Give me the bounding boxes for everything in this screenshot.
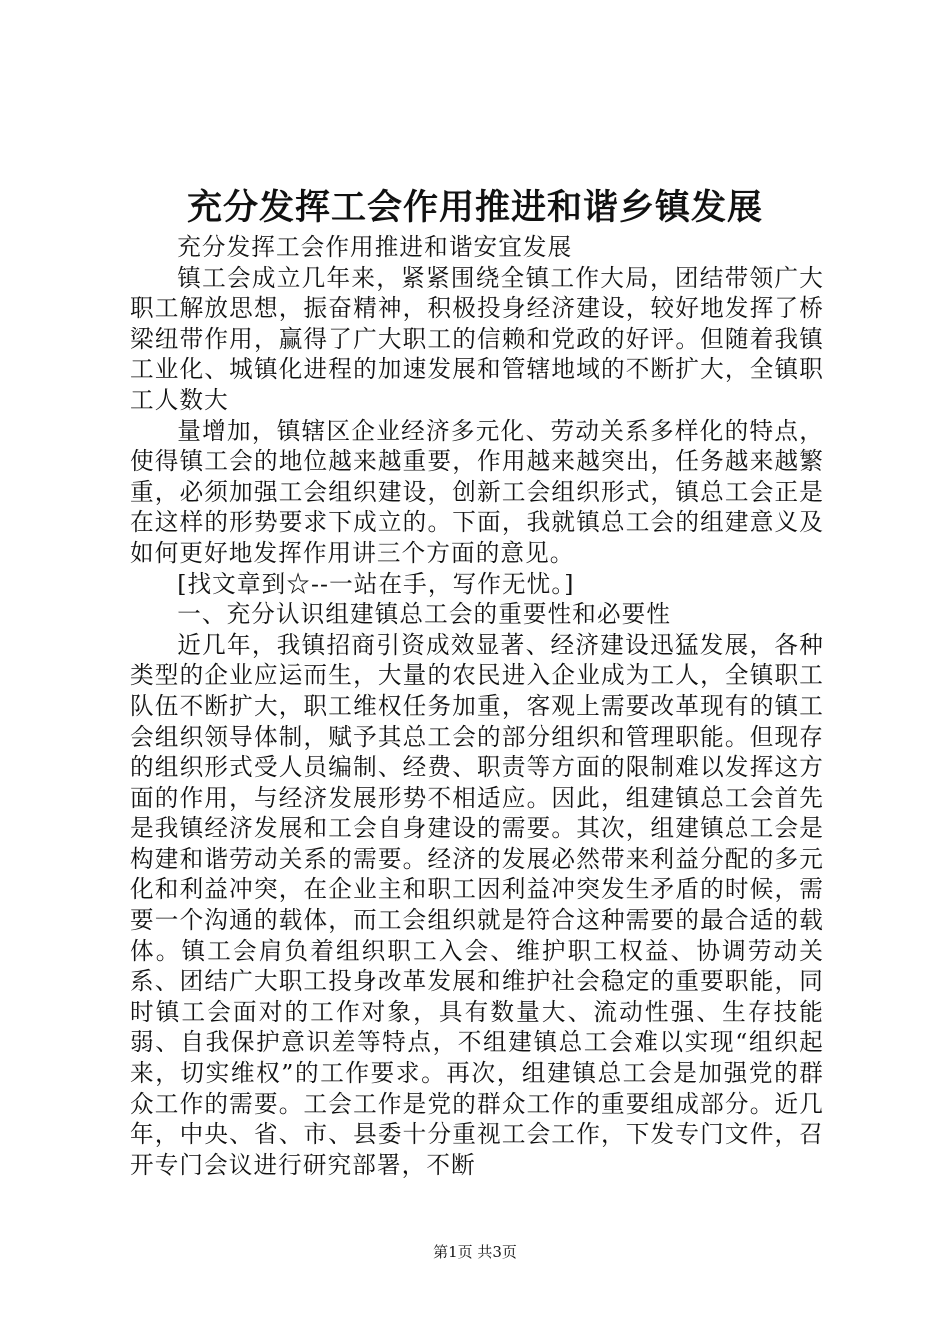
body-paragraph: 镇工会成立几年来，紧紧围绕全镇工作大局，团结带领广大职工解放思想，振奋精神，积极投身经济建设，较好地发挥了桥梁纽带作用，赢得了广大职工的信赖和党政的好评。但随着我镇工业化、城镇化进程的加速发展和管辖地域的不断扩大，全镇职工人数大 (130, 263, 824, 414)
body-paragraph: 量增加，镇辖区企业经济多元化、劳动关系多样化的特点，使得镇工会的地位越来越重要，作用越来越突出，任务越来越繁重，必须加强工会组织建设，创新工会组织形式，镇总工会正是在这样的形势要求下成立的。下面，我就镇总工会的组建意义及如何更好地发挥作用讲三个方面的意见。 (130, 416, 824, 567)
body-paragraph: 近几年，我镇招商引资成效显著、经济建设迅猛发展，各种类型的企业应运而生，大量的农民进入企业成为工人，全镇职工队伍不断扩大，职工维权任务加重，客观上需要改革现有的镇工会组织领导体制，赋予其总工会的部分组织和管理职能。但现存的组织形式受人员编制、经费、职责等方面的限制难以发挥这方面的作用，与经济发展形势不相适应。因此，组建镇总工会首先是我镇经济发展和工会自身建设的需要。其次，组建镇总工会是构建和谐劳动关系的需要。经济的发展必然带来利益分配的多元化和利益冲突，在企业主和职工因利益冲突发生矛盾的时候，需要一个沟通的载体，而工会组织就是符合这种需要的最合适的载体。镇工会肩负着组织职工入会、维护职工权益、协调劳动关系、团结广大职工投身改革发展和维护社会稳定的重要职能，同时镇工会面对的工作对象，具有数量大、流动性强、生存技能弱、自我保护意识差等特点，不组建镇总工会难以实现“组织起来，切实维权”的工作要求。再次，组建镇总工会是加强党的群众工作的需要。工会工作是党的群众工作的重要组成部分。近几年，中央、省、市、县委十分重视工会工作，下发专门文件，召开专门会议进行研究部署，不断 (130, 630, 824, 1179)
promo-note-paragraph: [找文章到☆--一站在手，写作无忧。] (177, 569, 575, 598)
document-body (130, 232, 824, 1180)
subtitle-paragraph: 充分发挥工会作用推进和谐安宜发展 (177, 233, 573, 261)
document-title: 充分发挥工会作用推进和谐乡镇发展 (186, 187, 763, 228)
section-heading: 一、充分认识组建镇总工会的重要性和必要性 (177, 600, 672, 629)
page-footer: 第1页 共3页 (433, 1243, 517, 1261)
